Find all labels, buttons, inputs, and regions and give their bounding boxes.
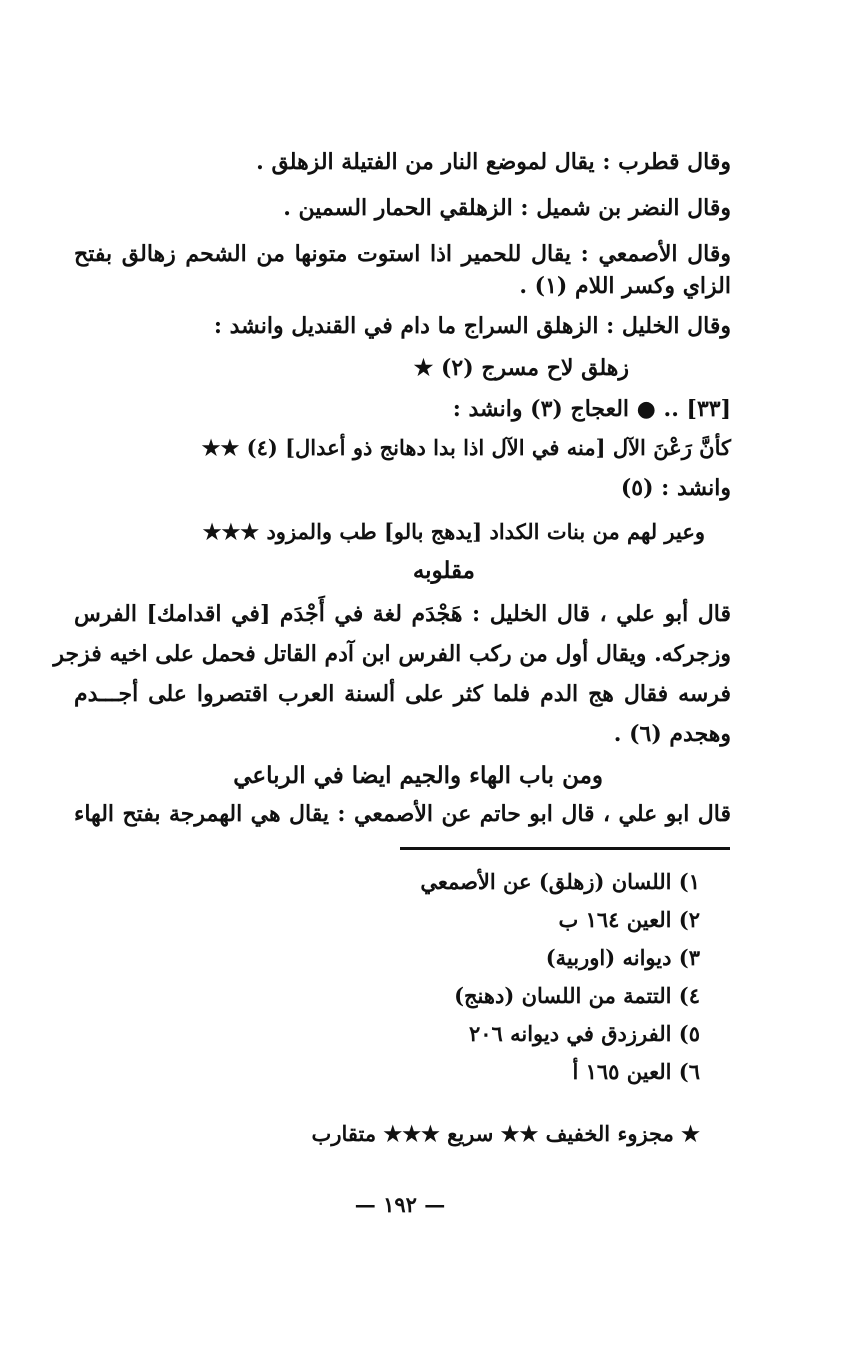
footnote-divider xyxy=(400,847,730,850)
verse-line-3: وعير لهم من بنات الكداد [يدهج بالو] طب والمزود ★★★ xyxy=(202,519,705,544)
section-heading-maqlubuh: مقلوبه xyxy=(412,557,475,584)
text-line-11: وهجدم (٦) . xyxy=(613,721,731,747)
section-heading-ruba-i: ومن باب الهاء والجيم ايضا في الرباعي xyxy=(233,762,603,789)
text-line-7: وانشد : (٥) xyxy=(620,475,731,501)
text-line-2: وقال النضر بن شميل : الزهلقي الحمار السمين . xyxy=(283,195,731,221)
footnote-6: ٦) العين ١٦٥ أ xyxy=(572,1059,700,1084)
verse-line-2: كأنَّ رَعْنَ الآل [منه في الآل اذا بدا دهانج ذو أعدال] (٤) ★★ xyxy=(201,435,731,460)
text-line-12: قال ابو علي ، قال ابو حاتم عن الأصمعي : يقال هي الهمرجة بفتح الهاء xyxy=(74,801,731,827)
text-line-4: الزاي وكسر اللام (١) . xyxy=(519,273,731,299)
text-line-3: وقال الأصمعي : يقال للحمير اذا استوت متونها من الشحم زهالق بفتح xyxy=(74,241,731,267)
text-line-1: وقال قطرب : يقال لموضع النار من الفتيلة الزهلق . xyxy=(256,149,731,175)
footnote-5: ٥) الفرزدق في ديوانه ٢٠٦ xyxy=(468,1021,700,1046)
text-line-9: وزجركه. ويقال أول من ركب الفرس ابن آدم القاتل فحمل على اخيه فزجر xyxy=(53,641,731,667)
text-line-5: وقال الخليل : الزهلق السراج ما دام في القنديل وانشد : xyxy=(213,313,731,339)
text-line-8: قال أبو علي ، قال الخليل : هَجْدَم لغة في أَجْدَم [في اقدامك] الفرس xyxy=(74,601,731,627)
verse-line-1: زهلق لاح مسرج (٢) ★ xyxy=(413,355,629,381)
text-line-6: [٣٣] .. ● العجاج (٣) وانشد : xyxy=(452,396,731,422)
footnote-4: ٤) التتمة من اللسان (دهنج) xyxy=(454,983,700,1008)
meter-legend: ★ مجزوء الخفيف ★★ سريع ★★★ متقارب xyxy=(311,1121,700,1146)
page-number: — ١٩٢ — xyxy=(354,1192,446,1217)
footnote-3: ٣) ديوانه (اوربية) xyxy=(545,945,700,970)
footnote-1: ١) اللسان (زهلق) عن الأصمعي xyxy=(420,869,700,894)
footnote-2: ٢) العين ١٦٤ ب xyxy=(558,907,700,932)
text-line-10: فرسه فقال هج الدم فلما كثر على ألسنة العرب اقتصروا على أجـــدم xyxy=(74,681,732,707)
